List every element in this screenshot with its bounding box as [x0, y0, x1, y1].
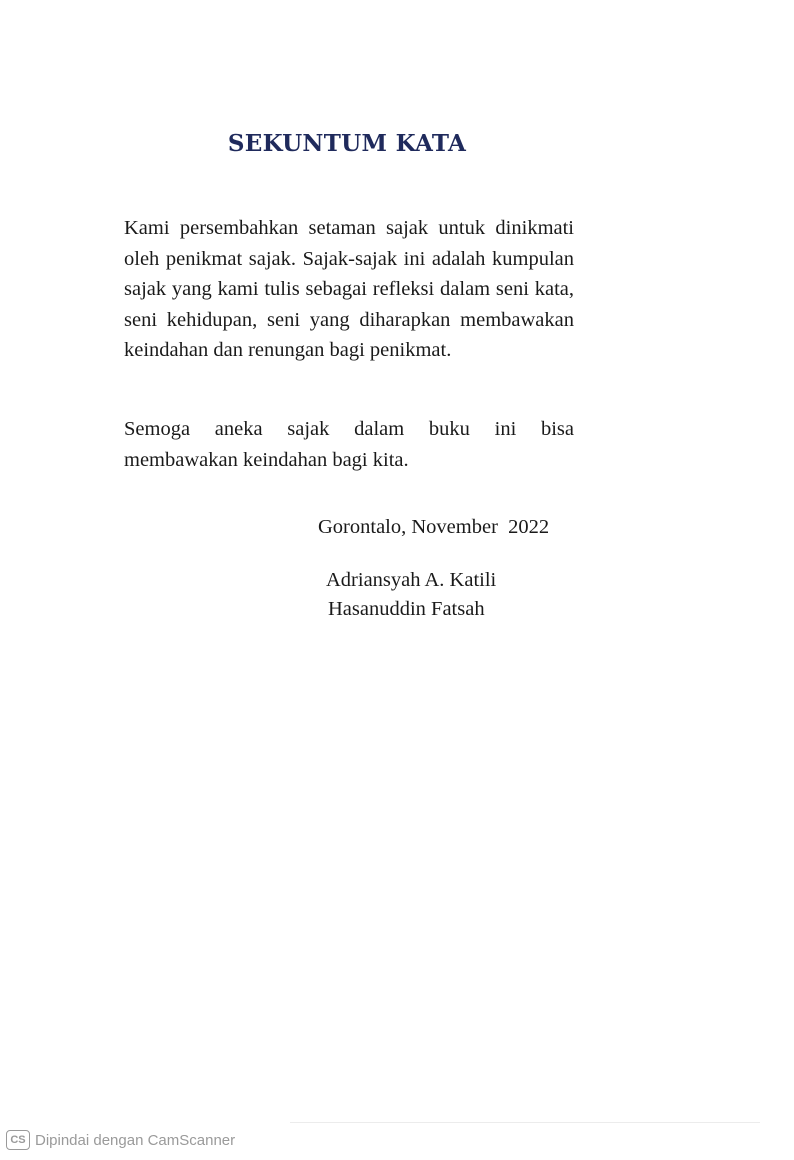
page-title: SEKUNTUM KATA	[227, 130, 467, 157]
camscanner-logo-icon: CS	[6, 1130, 30, 1150]
paragraph-closing: Semoga aneka sajak dalam buku ini bisa membawakan keindahan bagi kita.	[124, 418, 574, 471]
author-list	[326, 566, 496, 624]
scan-artifact-line	[290, 1122, 760, 1123]
author-name: Adriansyah A. Katili	[326, 569, 497, 591]
watermark-text: Dipindai dengan CamScanner	[35, 1131, 236, 1149]
place-date: Gorontalo, November 2022	[318, 516, 550, 538]
author-name: Hasanuddin Fatsah	[328, 598, 485, 620]
paragraph-intro: Kami persembahkan setaman sajak untuk dinikmati oleh penikmat sajak. Sajak-sajak ini adalah kumpulan sajak yang kami tulis sebagai refleksi dalam seni kata, seni kehidupan, seni yang diharapkan membawakan keindahan dan renungan bagi penikmat.	[124, 217, 574, 361]
camscanner-watermark	[6, 1130, 235, 1150]
